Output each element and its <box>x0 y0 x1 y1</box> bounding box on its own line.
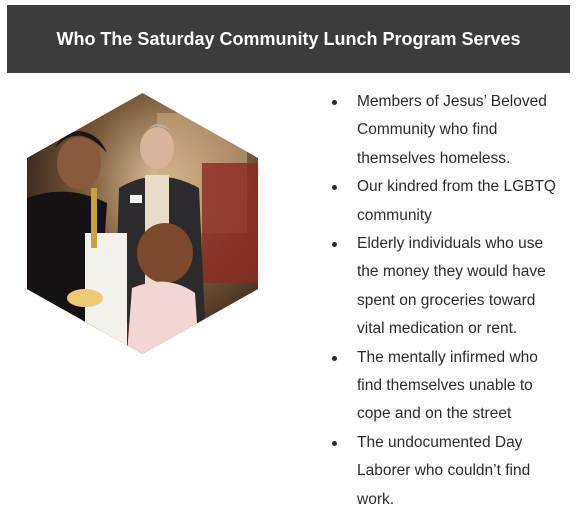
bullet-icon <box>332 185 337 190</box>
photo-graphic <box>27 93 258 354</box>
bullet-icon <box>332 441 337 446</box>
header-banner <box>7 5 570 73</box>
list-item: Our kindred from the LGBTQ community <box>326 173 566 230</box>
list-item: The undocumented Day Laborer who couldn’t find work. <box>326 429 566 514</box>
list-item: Members of Jesus’ Beloved Community who find themselves homeless. <box>326 88 566 173</box>
list-item: The mentally infirmed who find themselves unable to cope and on the street <box>326 344 566 429</box>
hexagon-photo <box>27 93 258 354</box>
bullet-icon <box>332 100 337 105</box>
bullet-icon <box>332 356 337 361</box>
served-list <box>326 88 566 514</box>
page-title: Who The Saturday Community Lunch Program Serves <box>56 28 521 49</box>
list-item: Elderly individuals who use the money they would have spent on groceries toward vital medication or rent. <box>326 230 566 344</box>
bullet-icon <box>332 242 337 247</box>
